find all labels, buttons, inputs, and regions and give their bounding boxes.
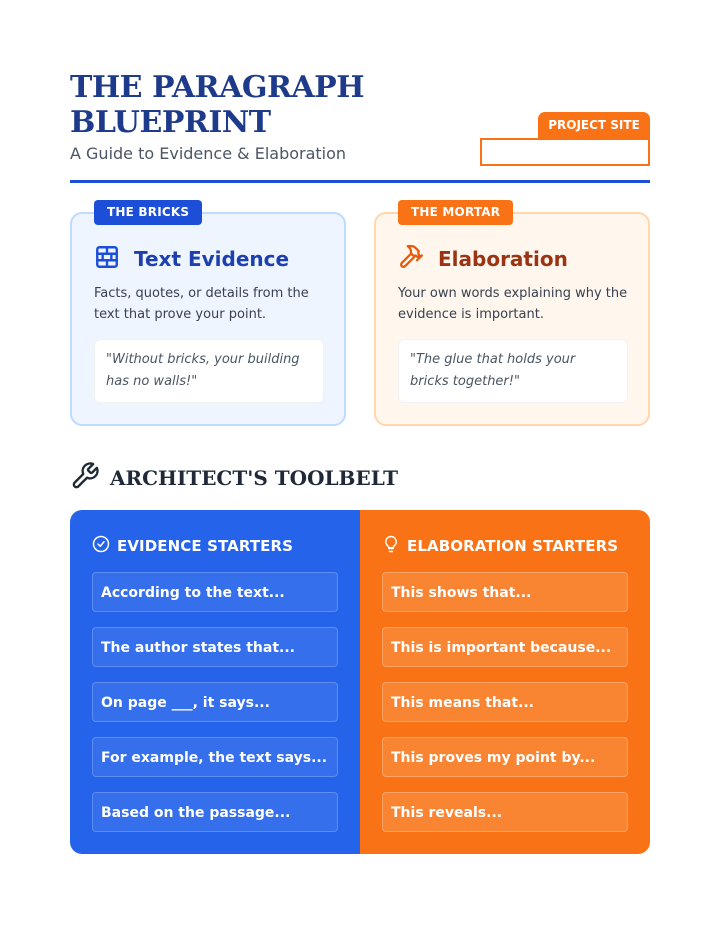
check-circle-icon: [92, 535, 110, 557]
brick-wall-icon: [94, 244, 120, 274]
bricks-tag: THE BRICKS: [94, 200, 202, 225]
project-site-field[interactable]: [480, 112, 650, 166]
page-subtitle: A Guide to Evidence & Elaboration: [70, 144, 347, 163]
elaboration-starters-title: ELABORATION STARTERS: [407, 537, 619, 555]
elaboration-starter-item: This reveals...: [382, 792, 628, 832]
text-evidence-card: [70, 205, 346, 426]
text-evidence-quote: "Without bricks, your building has no walls!": [94, 339, 324, 403]
evidence-starters-title: EVIDENCE STARTERS: [117, 537, 294, 555]
evidence-starters-heading: [92, 535, 293, 557]
elaboration-starter-item: This proves my point by...: [382, 737, 628, 777]
text-evidence-heading: [94, 244, 289, 274]
starters-panel: [70, 510, 650, 854]
elaboration-card: [374, 205, 650, 426]
elaboration-starter-item: This shows that...: [382, 572, 628, 612]
elaboration-quote: "The glue that holds your bricks together!": [398, 339, 628, 403]
elaboration-heading: [398, 244, 568, 274]
hammer-icon: [398, 244, 424, 274]
lightbulb-icon: [382, 535, 400, 557]
evidence-starters-column: [70, 510, 360, 854]
mortar-tag: THE MORTAR: [398, 200, 513, 225]
evidence-starter-item: On page ___, it says...: [92, 682, 338, 722]
evidence-starter-item: The author states that...: [92, 627, 338, 667]
evidence-starter-item: For example, the text says...: [92, 737, 338, 777]
project-site-label: PROJECT SITE: [538, 112, 650, 138]
elaboration-starter-item: This is important because...: [382, 627, 628, 667]
elaboration-description: Your own words explaining why the evidence is important.: [398, 286, 628, 322]
toolbelt-heading: [70, 461, 398, 495]
wrench-icon: [70, 461, 100, 495]
evidence-starter-item: Based on the passage...: [92, 792, 338, 832]
elaboration-starters-column: [360, 510, 650, 854]
text-evidence-title: Text Evidence: [134, 247, 290, 271]
elaboration-title: Elaboration: [438, 247, 568, 271]
elaboration-starters-heading: [382, 535, 618, 557]
text-evidence-description: Facts, quotes, or details from the text that prove your point.: [94, 286, 309, 322]
evidence-starter-item: According to the text...: [92, 572, 338, 612]
project-site-input[interactable]: [480, 138, 650, 166]
toolbelt-title: ARCHITECT'S TOOLBELT: [110, 466, 399, 490]
header-divider: [70, 180, 650, 183]
page-title: THE PARAGRAPH BLUEPRINT: [70, 70, 365, 140]
elaboration-starter-item: This means that...: [382, 682, 628, 722]
